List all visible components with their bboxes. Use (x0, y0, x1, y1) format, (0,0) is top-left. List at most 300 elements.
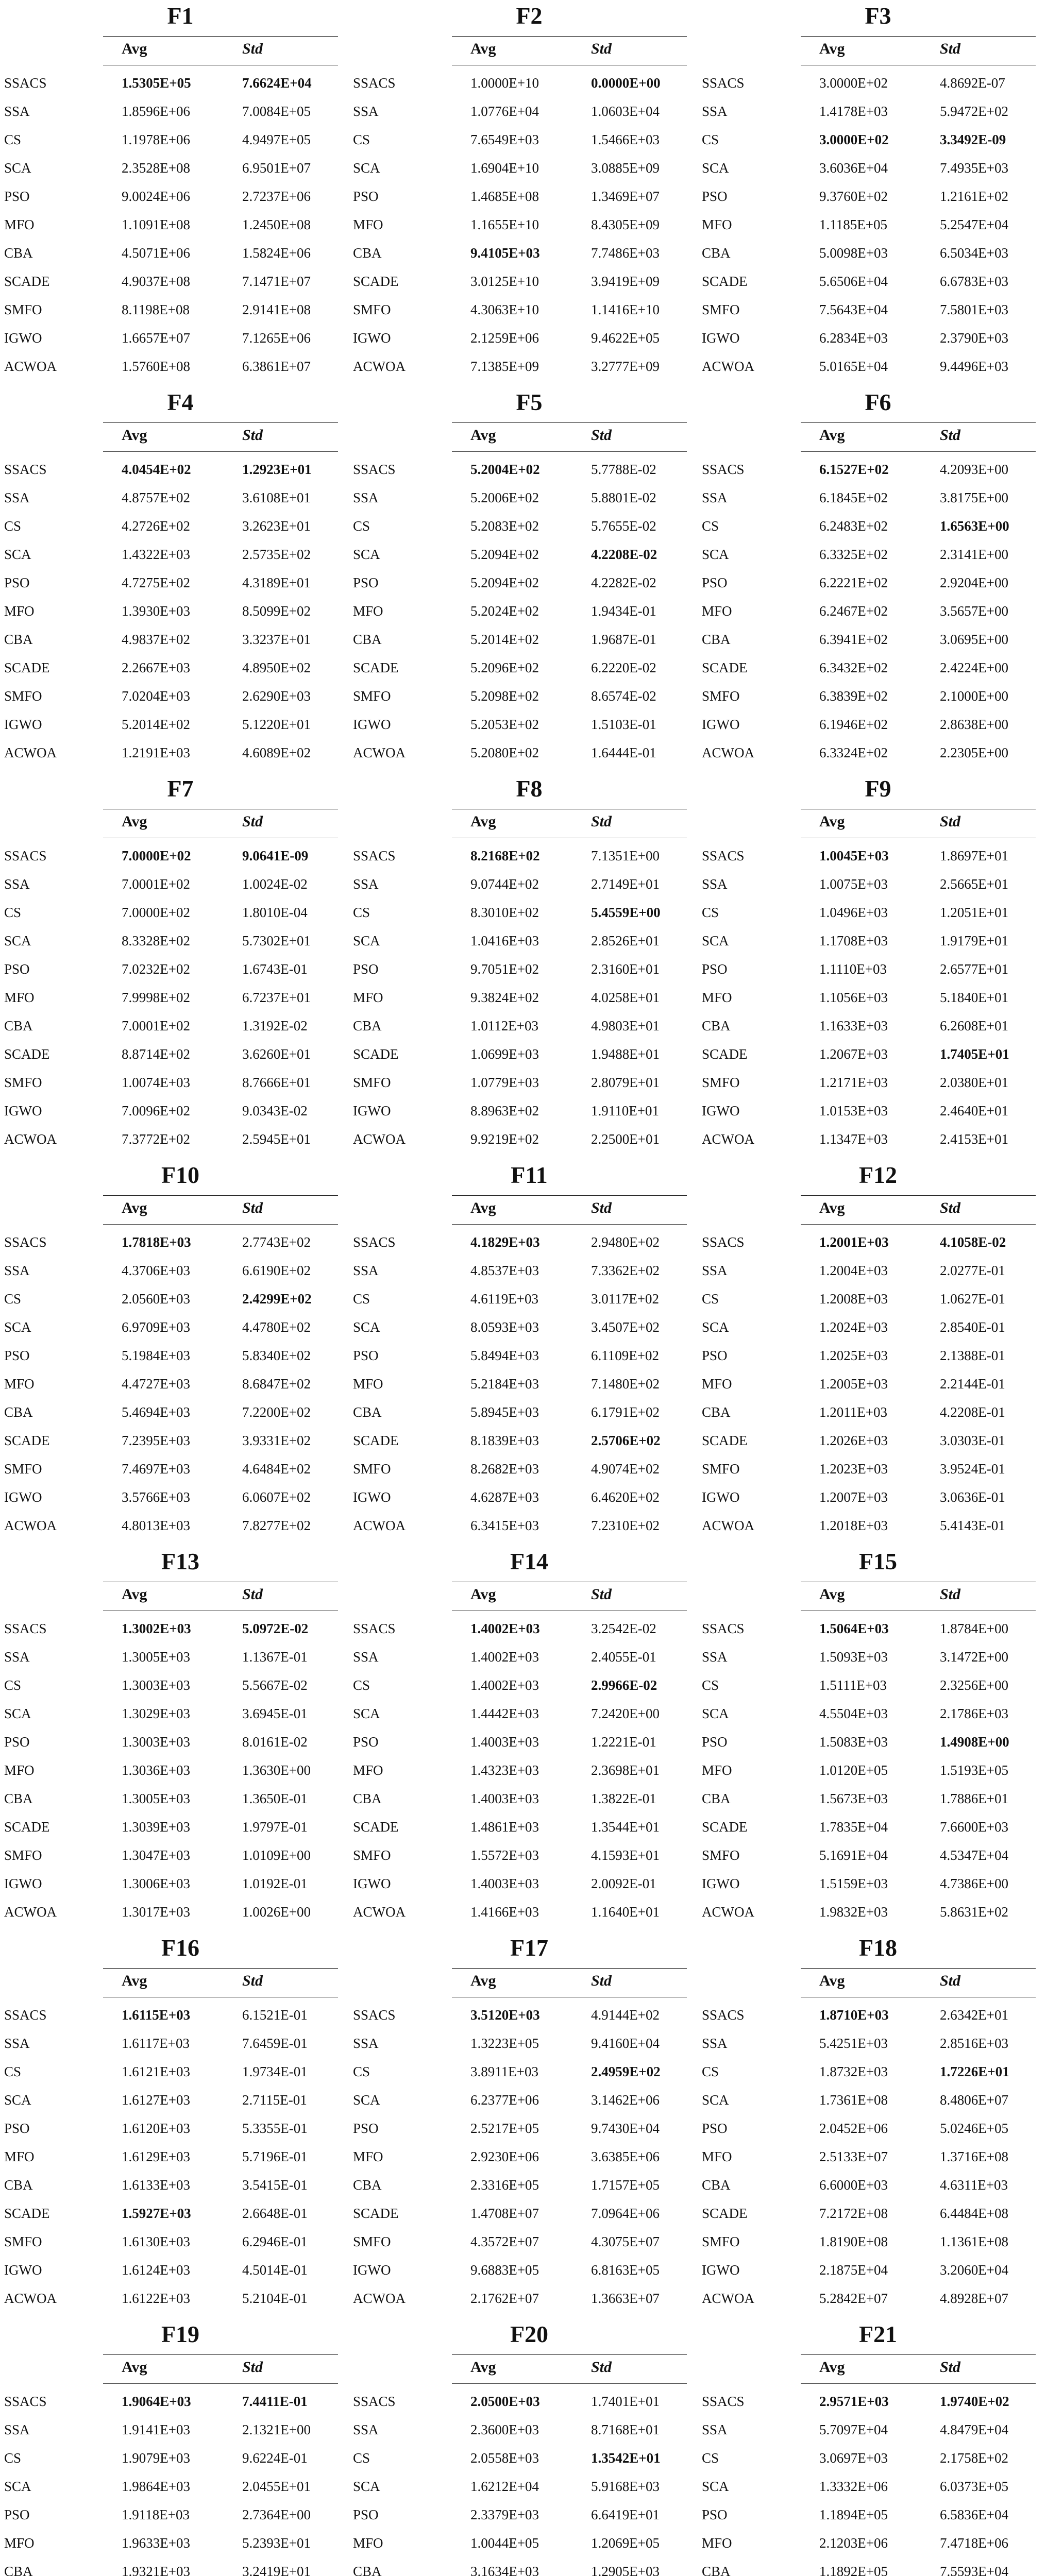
algorithm-label: SSA (353, 1263, 379, 1278)
std-value: 7.1265E+06 (242, 330, 311, 346)
table-row (349, 267, 697, 295)
algorithm-label: SCADE (702, 1819, 748, 1835)
algorithm-label: IGWO (702, 1103, 740, 1118)
std-value: 7.6624E+04 (242, 75, 312, 91)
std-value: 1.3630E+00 (242, 1762, 311, 1778)
avg-value: 5.2014E+02 (122, 717, 190, 732)
algorithm-label: CBA (353, 1791, 382, 1806)
table-row (0, 1125, 348, 1153)
avg-header: Avg (122, 1586, 147, 1603)
avg-value: 2.1875E+04 (819, 2262, 888, 2278)
std-header: Std (591, 40, 612, 57)
algorithm-label: SSA (4, 2422, 30, 2437)
std-value: 2.0092E-01 (591, 1876, 656, 1891)
avg-value: 5.0165E+04 (819, 359, 888, 374)
std-value: 2.9141E+08 (242, 302, 311, 317)
algorithm-label: CS (702, 518, 719, 534)
std-value: 5.4143E-01 (940, 1518, 1005, 1533)
table-row (698, 569, 1046, 597)
avg-value: 6.1946E+02 (819, 717, 888, 732)
function-table (698, 386, 1046, 771)
std-value: 8.4305E+09 (591, 217, 660, 232)
avg-value: 2.9571E+03 (819, 2394, 889, 2409)
std-value: 2.0455E+01 (242, 2479, 311, 2494)
algorithm-label: PSO (702, 2507, 728, 2522)
table-row (698, 211, 1046, 239)
table-row (0, 267, 348, 295)
avg-value: 1.6124E+03 (122, 2262, 190, 2278)
algorithm-label: SMFO (353, 2234, 391, 2249)
algorithm-label: PSO (702, 1348, 728, 1363)
algorithm-label: SCA (702, 1706, 729, 1721)
table-row (0, 1342, 348, 1369)
table-row (698, 2557, 1046, 2576)
std-value: 3.0636E-01 (940, 1489, 1005, 1505)
avg-value: 9.3760E+02 (819, 189, 888, 204)
avg-value: 1.5083E+03 (819, 1734, 888, 1750)
table-row (349, 154, 697, 182)
avg-value: 6.9709E+03 (122, 1319, 190, 1335)
std-value: 5.2104E-01 (242, 2291, 308, 2306)
avg-value: 4.6119E+03 (470, 1291, 538, 1307)
table-row (349, 842, 697, 870)
std-value: 4.5014E-01 (242, 2262, 308, 2278)
avg-value: 1.1185E+05 (819, 217, 887, 232)
avg-value: 1.3017E+03 (122, 1904, 190, 1920)
algorithm-label: CS (702, 1677, 719, 1693)
std-value: 1.3716E+08 (940, 2149, 1008, 2164)
function-table (349, 386, 697, 771)
algorithm-label: PSO (353, 575, 379, 590)
table-row (698, 984, 1046, 1011)
table-row (349, 126, 697, 154)
avg-value: 7.3772E+02 (122, 1131, 190, 1147)
table-row (0, 540, 348, 568)
avg-value: 2.0452E+06 (819, 2121, 888, 2136)
avg-value: 1.4861E+03 (470, 1819, 539, 1835)
avg-value: 1.1110E+03 (819, 961, 887, 977)
avg-value: 5.2014E+02 (470, 632, 539, 647)
table-row (0, 1427, 348, 1454)
algorithm-label: SSACS (4, 75, 47, 91)
std-value: 5.2393E+01 (242, 2535, 311, 2551)
std-header: Std (242, 1972, 263, 1989)
table-row (698, 267, 1046, 295)
std-value: 2.6648E-01 (242, 2206, 308, 2221)
table-row (349, 2001, 697, 2029)
algorithm-label: SSA (702, 2422, 728, 2437)
std-value: 2.3160E+01 (591, 961, 660, 977)
function-title: F6 (865, 389, 891, 415)
algorithm-label: IGWO (4, 1489, 42, 1505)
avg-value: 1.2011E+03 (819, 1404, 887, 1420)
avg-value: 8.2682E+03 (470, 1461, 539, 1477)
table-row (0, 2171, 348, 2199)
avg-value: 2.3528E+08 (122, 160, 190, 176)
algorithm-label: SCA (4, 1706, 31, 1721)
avg-value: 3.5120E+03 (470, 2007, 540, 2023)
table-row (0, 710, 348, 738)
std-value: 3.3492E-09 (940, 132, 1006, 147)
std-value: 3.2542E-02 (591, 1621, 656, 1636)
algorithm-label: IGWO (4, 2262, 42, 2278)
algorithm-label: ACWOA (353, 745, 406, 760)
function-title: F8 (516, 775, 543, 802)
table-row (698, 1285, 1046, 1313)
std-value: 5.9168E+03 (591, 2479, 660, 2494)
std-value: 1.0603E+04 (591, 104, 660, 119)
table-row (698, 1898, 1046, 1926)
table-row (0, 2086, 348, 2114)
top-rule (452, 1968, 687, 1969)
function-row-block (0, 773, 1046, 1158)
table-row (349, 1097, 697, 1125)
avg-value: 1.0075E+03 (819, 876, 888, 892)
table-row (349, 1455, 697, 1483)
avg-header: Avg (819, 2359, 845, 2376)
algorithm-label: SSA (702, 1263, 728, 1278)
avg-value: 1.3003E+03 (122, 1677, 190, 1693)
algorithm-label: PSO (4, 1734, 30, 1750)
algorithm-label: SCA (4, 933, 31, 948)
algorithm-label: ACWOA (353, 359, 406, 374)
avg-value: 1.4002E+03 (470, 1621, 540, 1636)
algorithm-label: SCA (702, 547, 729, 562)
table-row (349, 2058, 697, 2086)
std-value: 4.1593E+01 (591, 1848, 660, 1863)
std-value: 2.2500E+01 (591, 1131, 660, 1147)
std-value: 1.7157E+05 (591, 2177, 660, 2193)
algorithm-label: IGWO (353, 2262, 391, 2278)
table-row (698, 2416, 1046, 2444)
std-value: 3.6108E+01 (242, 490, 311, 505)
avg-value: 4.9837E+02 (122, 632, 190, 647)
std-value: 1.0627E-01 (940, 1291, 1005, 1307)
avg-value: 1.0044E+05 (470, 2535, 539, 2551)
std-value: 7.2200E+02 (242, 1404, 311, 1420)
avg-value: 1.0045E+03 (819, 848, 889, 863)
table-row (0, 1841, 348, 1869)
algorithm-label: SCA (353, 1319, 380, 1335)
table-row (349, 2472, 697, 2500)
std-value: 1.3663E+07 (591, 2291, 660, 2306)
avg-value: 9.9219E+02 (470, 1131, 539, 1147)
algorithm-label: MFO (4, 990, 35, 1005)
algorithm-label: CBA (702, 1404, 731, 1420)
algorithm-label: CBA (4, 2177, 33, 2193)
algorithm-label: SSA (702, 2036, 728, 2051)
table-row (698, 1370, 1046, 1398)
std-value: 4.2208E-01 (940, 1404, 1005, 1420)
avg-value: 1.9064E+03 (122, 2394, 191, 2409)
algorithm-label: CBA (353, 245, 382, 261)
avg-value: 9.7051E+02 (470, 961, 539, 977)
algorithm-label: PSO (4, 575, 30, 590)
avg-value: 4.6287E+03 (470, 1489, 539, 1505)
avg-value: 1.3005E+03 (122, 1649, 190, 1665)
table-row (0, 1700, 348, 1727)
algorithm-label: SSA (353, 876, 379, 892)
function-row-block (0, 1932, 1046, 2317)
algorithm-label: PSO (353, 2121, 379, 2136)
function-table (0, 1546, 348, 1930)
algorithm-label: MFO (4, 1376, 35, 1392)
avg-value: 3.0000E+02 (819, 132, 889, 147)
table-row (349, 1512, 697, 1539)
avg-value: 6.2834E+03 (819, 330, 888, 346)
std-value: 6.2946E-01 (242, 2234, 308, 2249)
function-row-block (0, 0, 1046, 385)
table-row (698, 2029, 1046, 2057)
table-row (0, 1069, 348, 1096)
algorithm-label: MFO (353, 990, 383, 1005)
table-row (0, 2001, 348, 2029)
table-row (349, 2228, 697, 2256)
table-row (0, 1398, 348, 1426)
avg-value: 1.4003E+03 (470, 1734, 539, 1750)
avg-value: 8.3328E+02 (122, 933, 190, 948)
avg-value: 1.0120E+05 (819, 1762, 888, 1778)
algorithm-label: CS (4, 1677, 22, 1693)
std-value: 4.8950E+02 (242, 660, 311, 675)
table-row (349, 870, 697, 898)
function-title: F19 (161, 2321, 200, 2347)
table-row (0, 1870, 348, 1897)
avg-value: 1.7835E+04 (819, 1819, 888, 1835)
algorithm-label: IGWO (702, 1489, 740, 1505)
std-value: 1.2221E-01 (591, 1734, 656, 1750)
algorithm-label: CBA (702, 632, 731, 647)
table-row (0, 512, 348, 540)
std-value: 4.5347E+04 (940, 1848, 1008, 1863)
avg-value: 7.9998E+02 (122, 990, 190, 1005)
avg-value: 1.9321E+03 (122, 2564, 190, 2576)
table-row (698, 154, 1046, 182)
avg-value: 1.2191E+03 (122, 745, 190, 760)
avg-value: 1.0699E+03 (470, 1046, 539, 1062)
algorithm-label: SSACS (702, 848, 745, 863)
std-value: 5.7655E-02 (591, 518, 656, 534)
std-value: 2.4055E-01 (591, 1649, 656, 1665)
std-value: 7.2420E+00 (591, 1706, 660, 1721)
std-value: 5.4559E+00 (591, 905, 661, 920)
algorithm-label: SSA (702, 104, 728, 119)
avg-header: Avg (819, 1586, 845, 1603)
function-title: F12 (858, 1162, 898, 1188)
function-title: F11 (511, 1162, 548, 1188)
std-value: 4.8928E+07 (940, 2291, 1008, 2306)
algorithm-label: IGWO (702, 330, 740, 346)
std-value: 6.6190E+02 (242, 1263, 311, 1278)
function-title: F21 (858, 2321, 898, 2347)
algorithm-label: ACWOA (702, 745, 754, 760)
algorithm-label: MFO (702, 603, 732, 619)
algorithm-label: PSO (702, 1734, 728, 1750)
table-row (0, 154, 348, 182)
table-row (698, 955, 1046, 983)
avg-value: 1.6130E+03 (122, 2234, 190, 2249)
table-row (698, 1700, 1046, 1727)
avg-value: 1.3029E+03 (122, 1706, 190, 1721)
table-row (0, 2199, 348, 2227)
avg-value: 5.1984E+03 (122, 1348, 190, 1363)
table-row (349, 296, 697, 324)
algorithm-label: SCA (4, 160, 31, 176)
avg-value: 4.5071E+06 (122, 245, 190, 261)
avg-value: 7.0204E+03 (122, 688, 190, 704)
algorithm-label: ACWOA (4, 359, 57, 374)
table-row (0, 1285, 348, 1313)
avg-value: 4.8757E+02 (122, 490, 190, 505)
avg-value: 5.2094E+02 (470, 547, 539, 562)
std-value: 4.4780E+02 (242, 1319, 311, 1335)
avg-value: 8.1839E+03 (470, 1433, 539, 1448)
std-value: 2.4153E+01 (940, 1131, 1008, 1147)
header-rule (801, 2383, 1036, 2384)
table-row (698, 1756, 1046, 1784)
std-value: 1.8784E+00 (940, 1621, 1008, 1636)
algorithm-label: SCA (4, 547, 31, 562)
table-row (698, 2387, 1046, 2415)
table-row (0, 97, 348, 125)
table-row (698, 97, 1046, 125)
header-rule (452, 2383, 687, 2384)
top-rule (103, 1968, 338, 1969)
std-value: 7.4935E+03 (940, 160, 1008, 176)
std-value: 6.2220E-02 (591, 660, 656, 675)
table-row (349, 2501, 697, 2529)
std-value: 6.0373E+05 (940, 2479, 1008, 2494)
table-row (698, 239, 1046, 267)
top-rule (801, 422, 1036, 423)
table-row (698, 654, 1046, 682)
avg-value: 1.1633E+03 (819, 1018, 888, 1033)
avg-value: 2.0560E+03 (122, 1291, 190, 1307)
top-rule (452, 36, 687, 37)
std-value: 7.1351E+00 (591, 848, 660, 863)
avg-value: 7.0000E+02 (122, 848, 191, 863)
avg-value: 6.3839E+02 (819, 688, 888, 704)
table-row (0, 211, 348, 239)
std-value: 2.7743E+02 (242, 1234, 311, 1250)
table-row (349, 682, 697, 710)
avg-header: Avg (122, 1972, 147, 1989)
algorithm-label: SSACS (702, 75, 745, 91)
function-table (349, 1932, 697, 2317)
std-header: Std (242, 1586, 263, 1603)
table-row (0, 870, 348, 898)
algorithm-label: ACWOA (353, 2291, 406, 2306)
table-row (698, 2143, 1046, 2171)
avg-value: 8.1198E+08 (122, 302, 190, 317)
table-row (698, 484, 1046, 512)
std-value: 7.0964E+06 (591, 2206, 660, 2221)
table-row (349, 739, 697, 767)
algorithm-label: MFO (702, 1762, 732, 1778)
std-value: 2.7115E-01 (242, 2092, 307, 2108)
function-title: F18 (858, 1935, 898, 1961)
avg-value: 5.4694E+03 (122, 1404, 190, 1420)
std-value: 1.1416E+10 (591, 302, 660, 317)
table-row (349, 2529, 697, 2557)
algorithm-label: SCA (4, 2092, 31, 2108)
avg-value: 7.4697E+03 (122, 1461, 190, 1477)
algorithm-label: SCA (353, 1706, 380, 1721)
avg-value: 4.3706E+03 (122, 1263, 190, 1278)
std-value: 2.6342E+01 (940, 2007, 1008, 2023)
algorithm-label: SCA (353, 933, 380, 948)
avg-value: 1.2023E+03 (819, 1461, 888, 1477)
table-row (698, 1615, 1046, 1642)
std-value: 9.4622E+05 (591, 330, 660, 346)
std-value: 2.8079E+01 (591, 1075, 660, 1090)
avg-value: 1.0074E+03 (122, 1075, 190, 1090)
header-rule (452, 1224, 687, 1225)
avg-value: 1.4002E+03 (470, 1677, 539, 1693)
avg-value: 7.0001E+02 (122, 876, 190, 892)
table-row (349, 352, 697, 380)
avg-value: 4.8013E+03 (122, 1518, 190, 1533)
algorithm-label: SMFO (353, 1848, 391, 1863)
avg-value: 4.2726E+02 (122, 518, 190, 534)
top-rule (452, 1195, 687, 1196)
avg-value: 1.6120E+03 (122, 2121, 190, 2136)
std-value: 6.1109E+02 (591, 1348, 659, 1363)
table-row (349, 211, 697, 239)
std-value: 1.9110E+01 (591, 1103, 659, 1118)
table-row (349, 2387, 697, 2415)
function-table (0, 773, 348, 1158)
avg-value: 2.5133E+07 (819, 2149, 888, 2164)
table-row (0, 1097, 348, 1125)
algorithm-label: PSO (702, 189, 728, 204)
algorithm-label: CS (4, 1291, 22, 1307)
table-row (0, 955, 348, 983)
avg-value: 3.5766E+03 (122, 1489, 190, 1505)
table-row (349, 69, 697, 97)
table-row (698, 927, 1046, 955)
algorithm-label: MFO (353, 2535, 383, 2551)
function-table (0, 1932, 348, 2317)
algorithm-label: IGWO (353, 1489, 391, 1505)
avg-value: 7.0000E+02 (122, 905, 190, 920)
algorithm-label: SCA (4, 2479, 31, 2494)
table-row (349, 2256, 697, 2284)
std-value: 9.0641E-09 (242, 848, 309, 863)
std-value: 2.7149E+01 (591, 876, 660, 892)
avg-value: 9.4105E+03 (470, 245, 540, 261)
avg-value: 1.2001E+03 (819, 1234, 889, 1250)
std-value: 5.7302E+01 (242, 933, 311, 948)
avg-value: 5.8494E+03 (470, 1348, 539, 1363)
function-row-block (0, 1546, 1046, 1930)
std-header: Std (940, 2359, 961, 2376)
algorithm-label: SSACS (4, 848, 47, 863)
algorithm-label: SSA (4, 876, 30, 892)
avg-value: 1.8190E+08 (819, 2234, 888, 2249)
avg-value: 1.4166E+03 (470, 1904, 539, 1920)
avg-value: 5.2842E+07 (819, 2291, 888, 2306)
table-row (349, 1125, 697, 1153)
algorithm-label: CS (702, 132, 719, 147)
table-row (349, 2029, 697, 2057)
table-row (698, 540, 1046, 568)
std-value: 3.4507E+02 (591, 1319, 660, 1335)
std-value: 1.9179E+01 (940, 933, 1008, 948)
avg-value: 1.3332E+06 (819, 2479, 888, 2494)
std-value: 3.6260E+01 (242, 1046, 311, 1062)
avg-value: 4.8537E+03 (470, 1263, 539, 1278)
